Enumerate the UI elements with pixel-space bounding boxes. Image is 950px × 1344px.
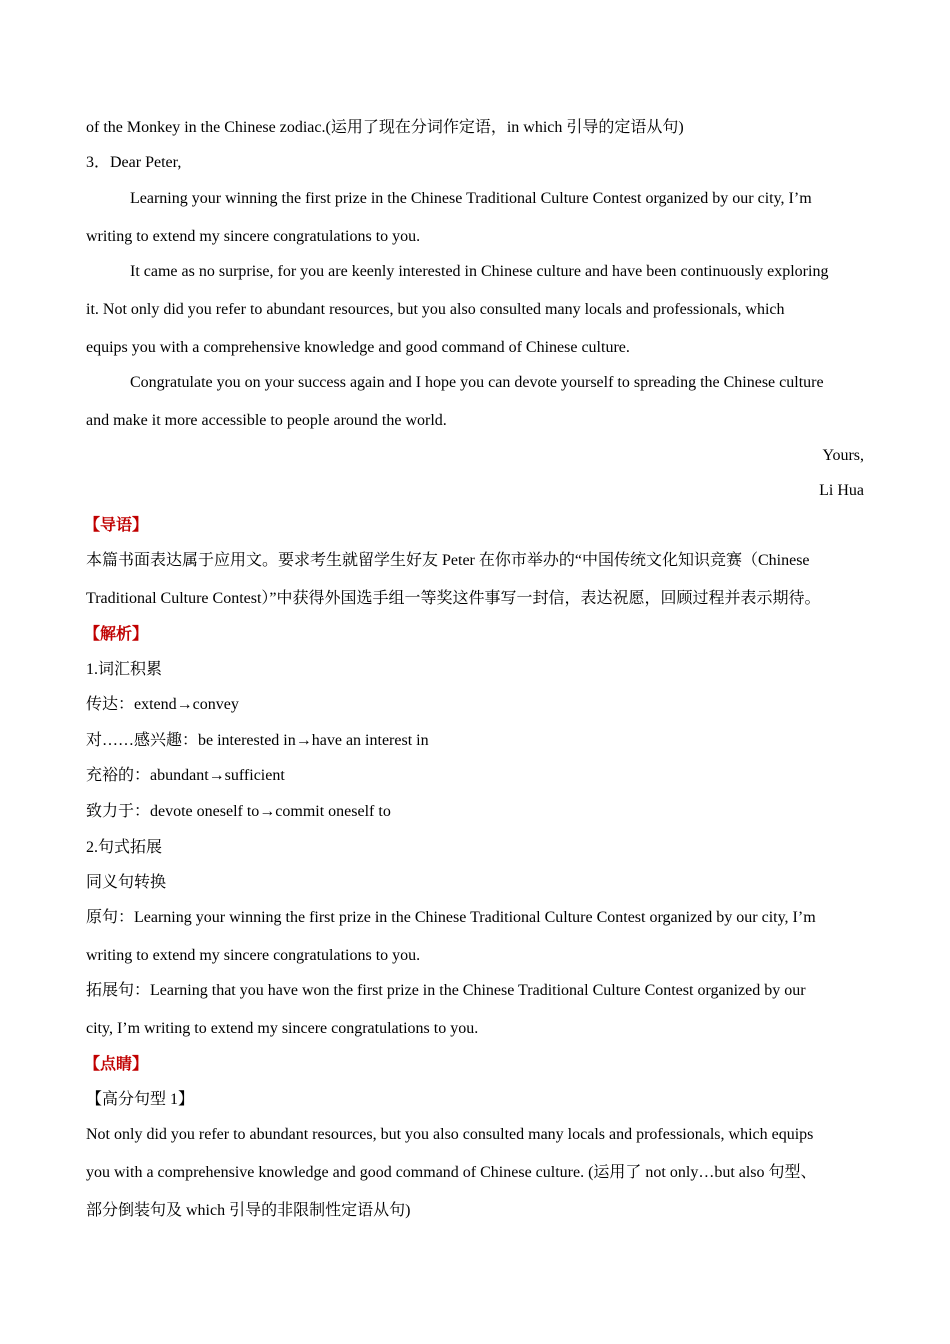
letter-signature: Li Hua — [819, 482, 864, 499]
subheading-vocabulary: 1.词汇积累 — [86, 661, 163, 678]
letter-paragraph-1-cont: writing to extend my sincere congratulations to you. — [86, 228, 421, 245]
letter-closing: Yours, — [822, 447, 864, 464]
expanded-sentence: 拓展句：Learning that you have won the first prize in the Chinese Traditional Culture Contest organized by our — [86, 982, 806, 999]
letter-paragraph-3-cont: and make it more accessible to people around the world. — [86, 412, 447, 429]
section-heading-highlight: 【点睛】 — [84, 1056, 149, 1073]
letter-paragraph-1: Learning your winning the first prize in the Chinese Traditional Culture Contest organized by our city, I’m — [130, 190, 812, 207]
letter-paragraph-2-cont: equips you with a comprehensive knowledge and good command of Chinese culture. — [86, 339, 630, 356]
text-line: of the Monkey in the Chinese zodiac.(运用了现在分词作定语，in which 引导的定语从句) — [86, 119, 684, 136]
letter-paragraph-2-cont: it. Not only did you refer to abundant resources, but you also consulted many locals and professionals, which — [86, 301, 785, 318]
letter-number: 3．Dear Peter, — [86, 154, 182, 171]
subheading-synonym: 同义句转换 — [86, 874, 167, 891]
highlight-sentence-cont: you with a comprehensive knowledge and good command of Chinese culture. (运用了 not only…but also 句型、 — [86, 1164, 817, 1181]
original-sentence-cont: writing to extend my sincere congratulations to you. — [86, 947, 421, 964]
intro-text-cont: Traditional Culture Contest）”中获得外国选手组一等奖这件事写一封信，表达祝愿，回顾过程并表示期待。 — [86, 590, 821, 607]
subheading-sentence: 2.句式拓展 — [86, 839, 163, 856]
section-heading-intro: 【导语】 — [84, 517, 149, 534]
vocab-item: 对……感兴趣：be interested in→have an interest in — [86, 732, 429, 749]
highlight-sentence: Not only did you refer to abundant resources, but you also consulted many locals and professionals, which equips — [86, 1126, 814, 1143]
vocab-item: 充裕的：abundant→sufficient — [86, 767, 285, 784]
highlight-label: 【高分句型 1】 — [86, 1091, 195, 1108]
original-sentence: 原句：Learning your winning the first prize in the Chinese Traditional Culture Contest organized by our city, I’m — [86, 909, 816, 926]
section-heading-analysis: 【解析】 — [84, 626, 149, 643]
vocab-item: 致力于：devote oneself to→commit oneself to — [86, 803, 391, 820]
vocab-item: 传达：extend→convey — [86, 696, 239, 713]
letter-paragraph-2: It came as no surprise, for you are keenly interested in Chinese culture and have been continuously exploring — [130, 263, 829, 280]
highlight-sentence-cont: 部分倒装句及 which 引导的非限制性定语从句) — [86, 1202, 411, 1219]
expanded-sentence-cont: city, I’m writing to extend my sincere congratulations to you. — [86, 1020, 479, 1037]
letter-paragraph-3: Congratulate you on your success again and I hope you can devote yourself to spreading the Chinese culture — [130, 374, 824, 391]
intro-text: 本篇书面表达属于应用文。要求考生就留学生好友 Peter 在你市举办的“中国传统文化知识竞赛（Chinese — [86, 552, 810, 569]
